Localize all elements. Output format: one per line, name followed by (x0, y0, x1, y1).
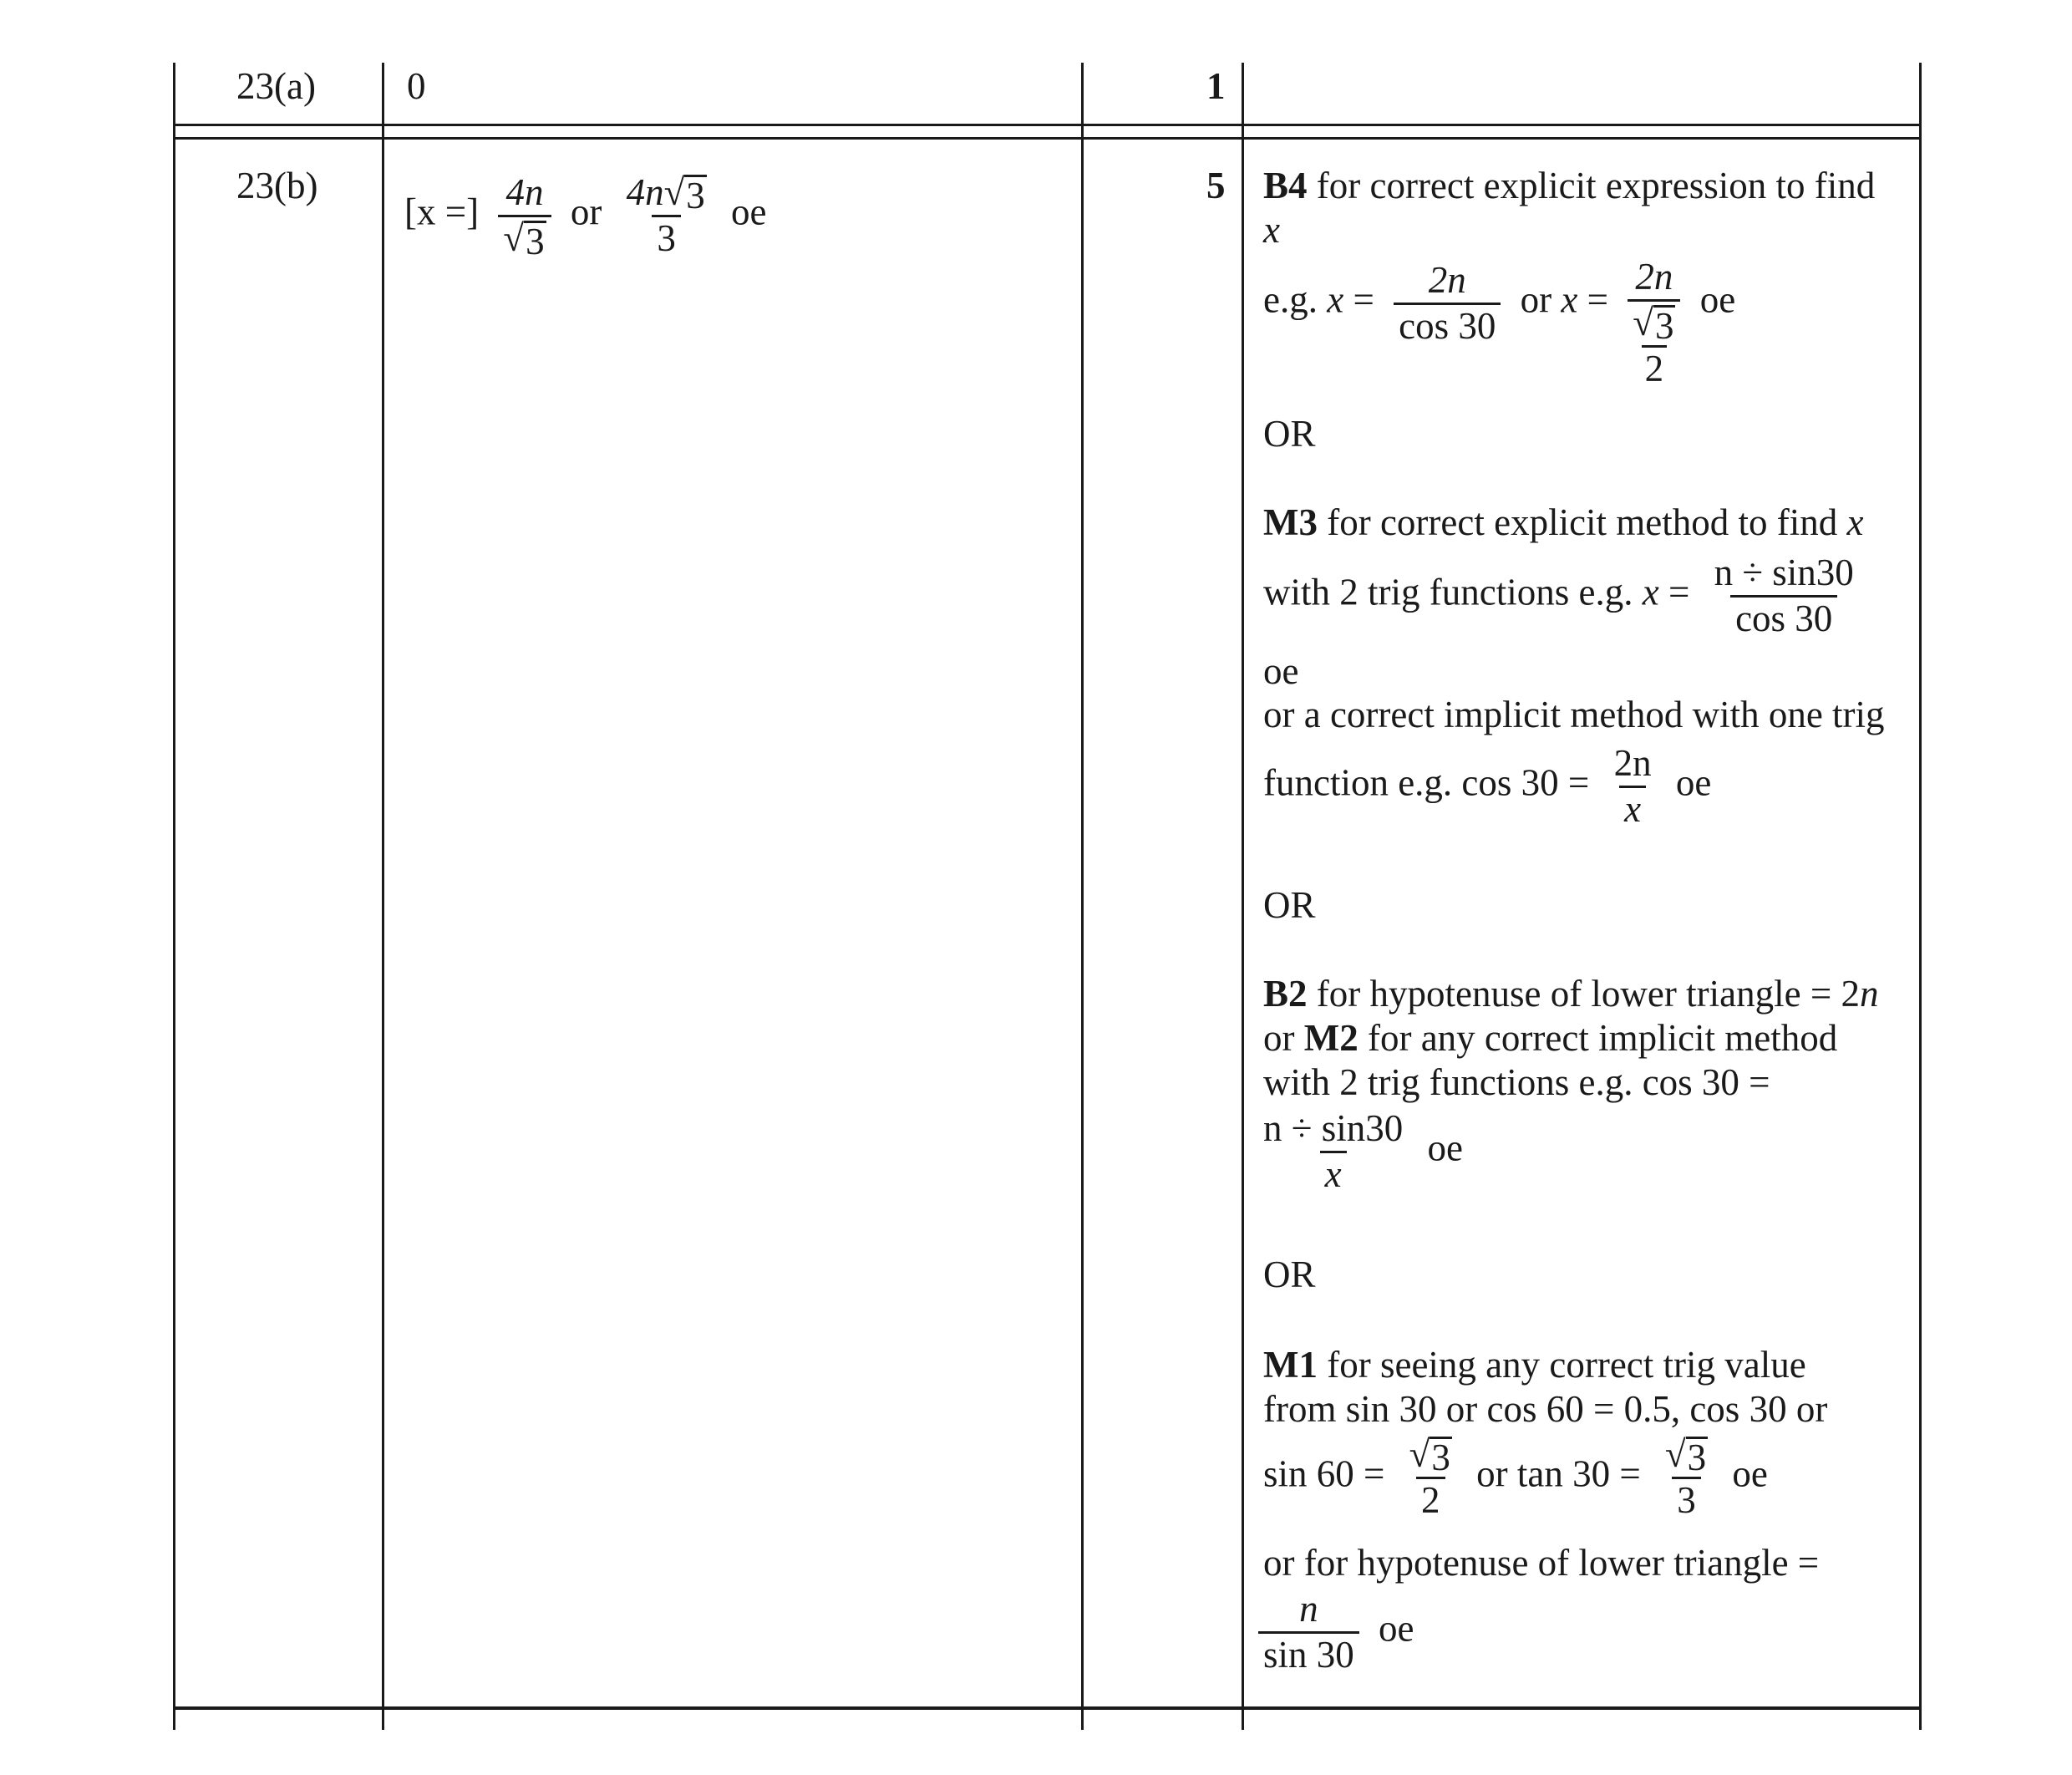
row-separator-bottom (173, 137, 1921, 140)
answer-oe: oe (731, 191, 767, 233)
b4-variable: x (1263, 209, 1280, 251)
m3-implicit-example: function e.g. cos 30 = $\frac{2n}{x}$ oe (1263, 742, 1712, 830)
or-separator-3: OR (1263, 1254, 1316, 1295)
m3-line: M3 for correct explicit method to find x (1263, 501, 1864, 543)
m2-fraction: $\frac{n \div \sin 30}{x}$ (1263, 1107, 1404, 1195)
answer-23b (404, 171, 767, 261)
answer-prefix: [x =] (404, 191, 480, 233)
m3-example: with 2 trig functions e.g. x = $\frac{n \div \sin 30}{\cos 30}$ (1263, 552, 1869, 641)
row-separator-top (173, 124, 1921, 126)
column-divider-3 (1242, 63, 1244, 1730)
b4-fraction-1: $\frac{2n}{\cos 30}$ (1394, 259, 1501, 348)
b4-example: e.g. x = $\frac{2n}{\cos 30}$ or x = 2n √ 3 2 oe (1263, 256, 1736, 389)
or-separator-1: OR (1263, 413, 1316, 455)
m2-line: or M2 for any correct implicit method (1263, 1017, 1838, 1059)
m1-fraction-2: √ 3 3 (1664, 1433, 1707, 1521)
table-border-left (173, 63, 175, 1730)
column-divider-1 (382, 63, 384, 1730)
answer-23a: 0 (407, 65, 426, 107)
mark-23b: 5 (1206, 165, 1226, 206)
m1-fraction-1: √ 3 2 (1409, 1433, 1450, 1521)
b2-line: B2 for hypotenuse of lower triangle = 2n (1263, 973, 1879, 1015)
m1-example-2: $\frac{n}{\sin 30}$ oe (1258, 1588, 1414, 1677)
or-separator-2: OR (1263, 884, 1316, 926)
m1-line-4: or for hypotenuse of lower triangle = (1263, 1542, 1820, 1584)
column-divider-2 (1081, 63, 1084, 1730)
question-number-23b: 23(b) (236, 165, 318, 206)
m3-oe: oe (1263, 650, 1299, 692)
answer-or: or (570, 191, 602, 233)
m1-fraction-3: $\frac{n}{\sin 30}$ (1258, 1588, 1359, 1677)
m3-implicit-fraction: $\frac{2n}{x}$ (1613, 742, 1652, 830)
mark-23a: 1 (1206, 65, 1226, 107)
question-number-23a: 23(a) (236, 65, 316, 107)
m2-line-2: with 2 trig functions e.g. cos 30 = (1263, 1061, 1770, 1103)
answer-fraction-1: 4n √ 3 (498, 171, 551, 261)
table-border-right (1919, 63, 1922, 1730)
m1-example: sin 60 = √ 3 2 or tan 30 = √ 3 3 oe (1263, 1433, 1768, 1521)
table-bottom-border (173, 1706, 1921, 1710)
b4-fraction-2: 2n √ 3 2 (1628, 256, 1680, 391)
m3-implicit-line: or a correct implicit method with one trig (1263, 694, 1885, 735)
answer-fraction-2: 4n √ 3 3 (626, 171, 705, 259)
b4-line: B4 for correct explicit expression to find (1263, 165, 1876, 206)
m1-line-2: from sin 30 or cos 60 = 0.5, cos 30 or (1263, 1388, 1828, 1430)
m3-fraction: $\frac{n \div \sin 30}{\cos 30}$ (1714, 552, 1854, 639)
m1-line: M1 for seeing any correct trig value (1263, 1344, 1806, 1386)
m2-example: $\frac{n \div \sin 30}{x}$ oe (1258, 1107, 1463, 1197)
